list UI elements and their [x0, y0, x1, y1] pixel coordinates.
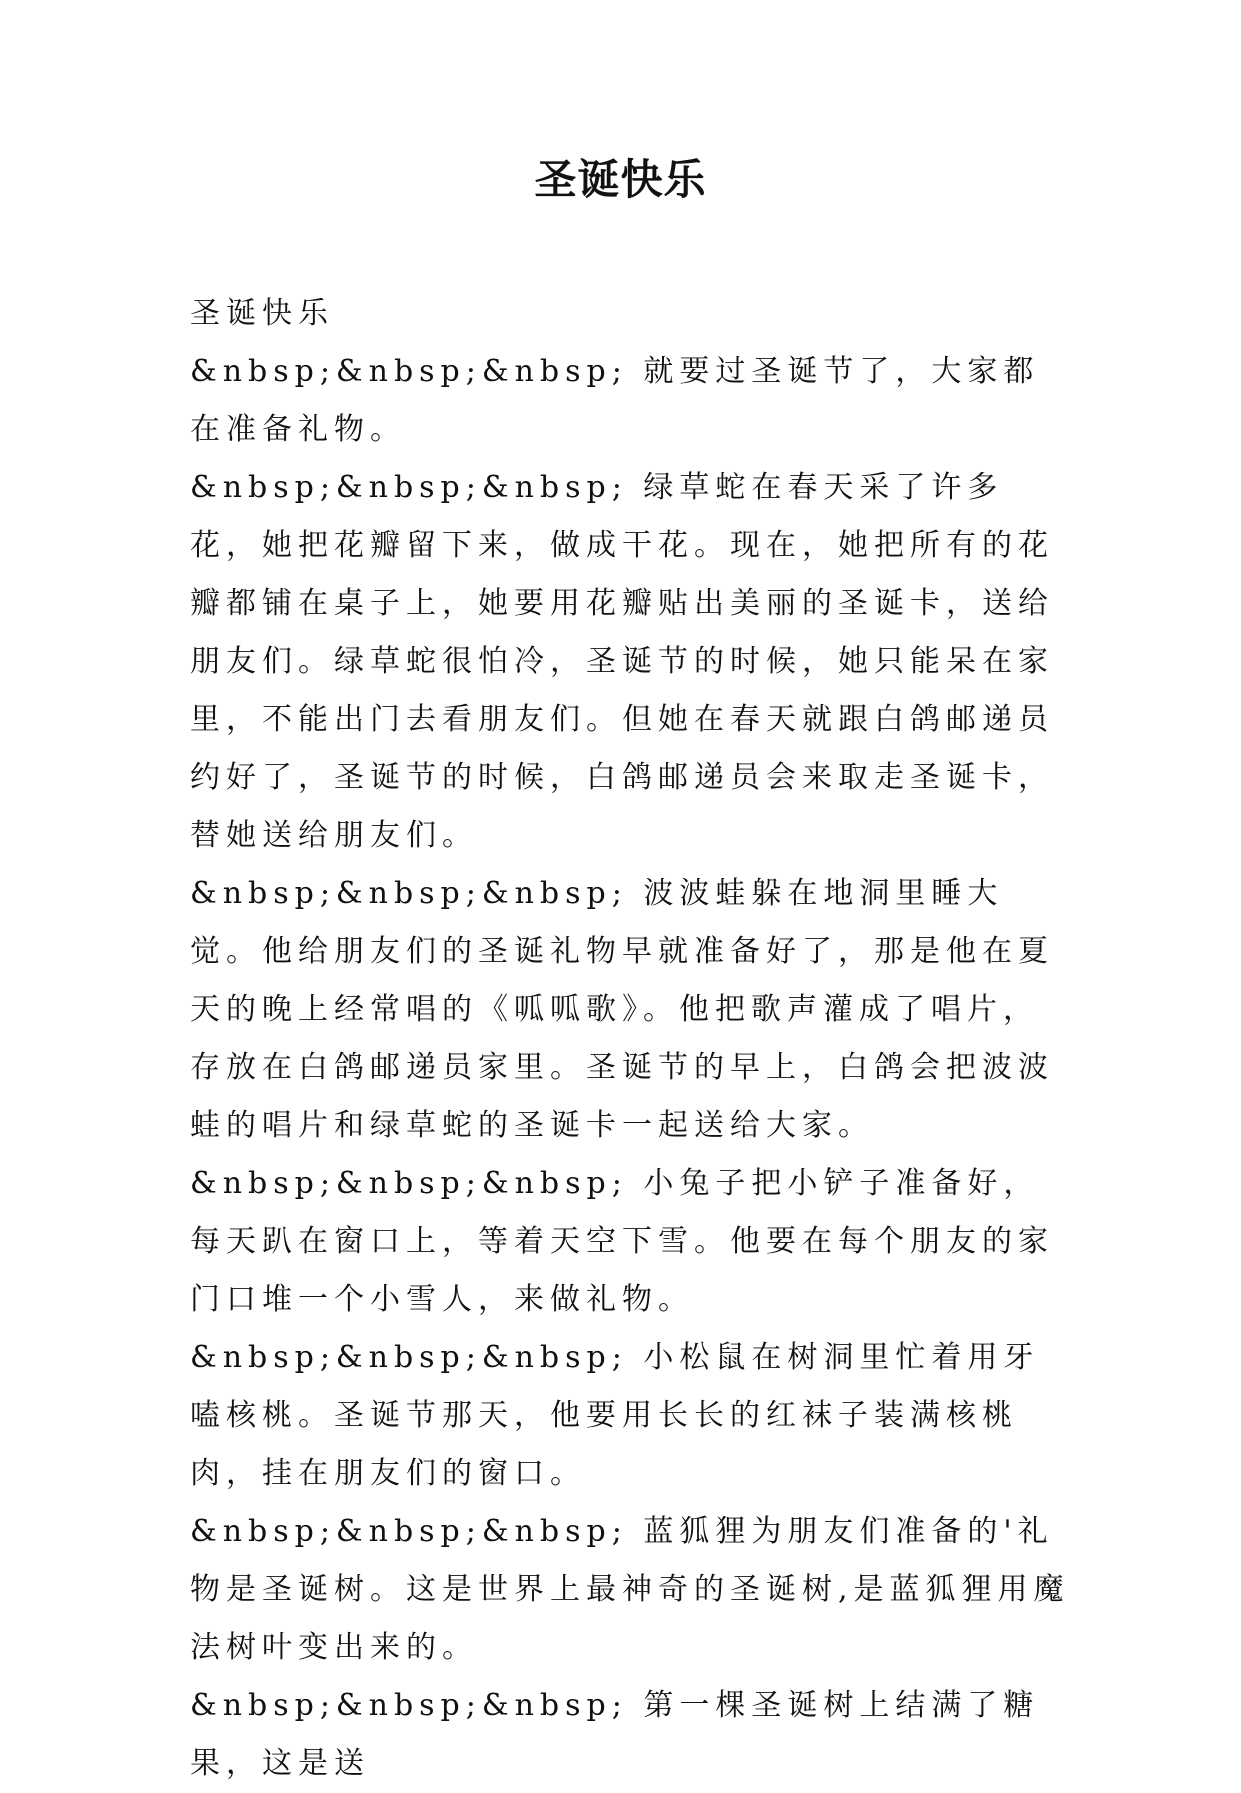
- paragraph: &nbsp;&nbsp;&nbsp; 小兔子把小铲子准备好，每天趴在窗口上，等着天空下雪。他要在每个朋友的家门口堆一个小雪人，来做礼物。: [190, 1166, 1054, 1317]
- paragraph: &nbsp;&nbsp;&nbsp; 波波蛙躲在地洞里睡大觉。他给朋友们的圣诞礼物早就准备好了，那是他在夏天的晚上经常唱的《呱呱歌》。他把歌声灌成了唱片，存放在白鸽邮递员家里。圣诞节的早上，白鸽会把波波蛙的唱片和绿草蛇的圣诞卡一起送给大家。: [190, 876, 1054, 1143]
- paragraph: &nbsp;&nbsp;&nbsp; 第一棵圣诞树上结满了糖果，这是送: [190, 1688, 1040, 1781]
- paragraph: &nbsp;&nbsp;&nbsp; 就要过圣诞节了，大家都在准备礼物。: [190, 354, 1040, 447]
- document-body: [190, 285, 1070, 1793]
- paragraph: 圣诞快乐: [190, 296, 334, 331]
- paragraph: &nbsp;&nbsp;&nbsp; 小松鼠在树洞里忙着用牙嗑核桃。圣诞节那天，他要用长长的红袜子装满核桃肉，挂在朋友们的窗口。: [190, 1340, 1040, 1491]
- paragraph: &nbsp;&nbsp;&nbsp; 绿草蛇在春天采了许多花，她把花瓣留下来，做成干花。现在，她把所有的花瓣都铺在桌子上，她要用花瓣贴出美丽的圣诞卡，送给朋友们。绿草蛇很怕冷，圣诞节的时候，她只能呆在家里，不能出门去看朋友们。但她在春天就跟白鸽邮递员约好了，圣诞节的时候，白鸽邮递员会来取走圣诞卡，替她送给朋友们。: [190, 470, 1054, 853]
- paragraph: &nbsp;&nbsp;&nbsp; 蓝狐狸为朋友们准备的'礼物是圣诞树。这是世界上最神奇的圣诞树,是蓝狐狸用魔法树叶变出来的。: [190, 1514, 1070, 1665]
- document-title: 圣诞快乐: [534, 155, 707, 204]
